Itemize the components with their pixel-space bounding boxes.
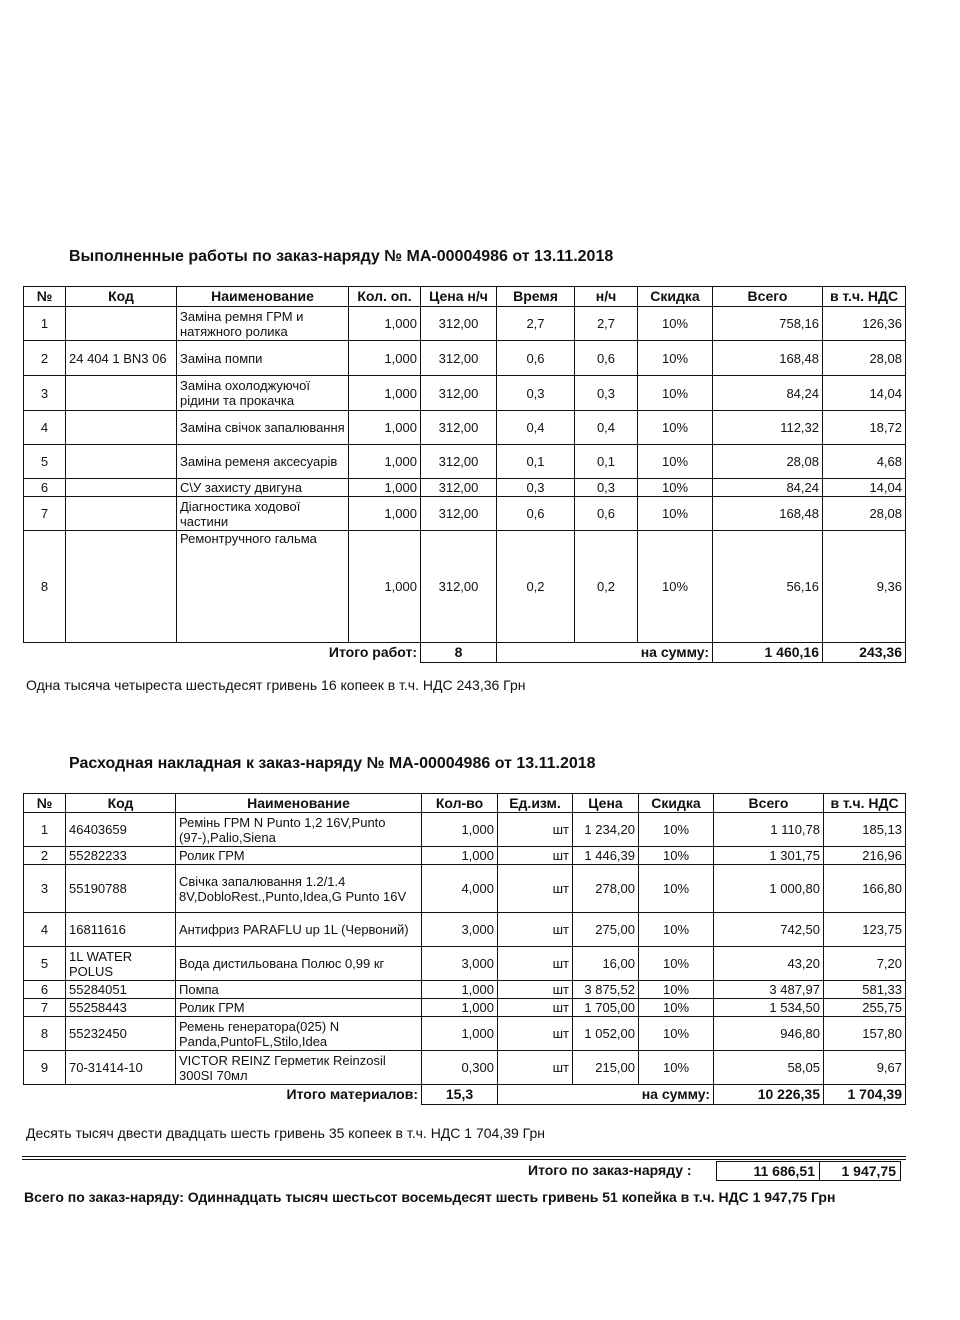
materials-header-row: [24, 794, 906, 813]
cell-n: 8: [24, 1017, 66, 1051]
cell-unit: шт: [498, 813, 573, 847]
materials-table: [23, 793, 906, 1105]
cell-vat: 581,33: [824, 981, 906, 999]
cell-name: С\У захисту двигуна: [177, 479, 349, 497]
table-row: [24, 497, 906, 531]
col-header: в т.ч. НДС: [823, 287, 906, 307]
table-row: [24, 1051, 906, 1085]
cell-unit: шт: [498, 1051, 573, 1085]
table-row: [24, 847, 906, 865]
cell-price: 278,00: [573, 865, 639, 913]
materials-total-sum: 10 226,35: [714, 1085, 824, 1105]
cell-total: 168,48: [713, 341, 823, 376]
cell-nh: 0,6: [575, 497, 638, 531]
col-header: Наименование: [176, 794, 422, 813]
grand-total-sum: 11 686,51: [716, 1161, 820, 1181]
cell-time: 0,3: [497, 376, 575, 411]
works-header-row: [24, 287, 906, 307]
cell-total: 84,24: [713, 479, 823, 497]
cell-vat: 14,04: [823, 479, 906, 497]
works-sum-in-words: Одна тысяча четыреста шестьдесят гривень 16 копеек в т.ч. НДС 243,36 Грн: [26, 677, 526, 693]
cell-disc: 10%: [639, 1017, 714, 1051]
table-row: [24, 411, 906, 445]
cell-disc: 10%: [639, 865, 714, 913]
cell-n: 5: [24, 947, 66, 981]
cell-nh: 0,6: [575, 341, 638, 376]
cell-qty: 1,000: [349, 531, 421, 643]
table-row: [24, 376, 906, 411]
cell-disc: 10%: [639, 999, 714, 1017]
cell-code: [66, 479, 177, 497]
cell-unit: шт: [498, 999, 573, 1017]
table-row: [24, 947, 906, 981]
cell-total: 56,16: [713, 531, 823, 643]
cell-n: 2: [24, 847, 66, 865]
cell-code: 16811616: [66, 913, 176, 947]
cell-price: 312,00: [421, 307, 497, 341]
cell-vat: 7,20: [824, 947, 906, 981]
cell-qty: 1,000: [349, 376, 421, 411]
works-sum-label: на сумму:: [497, 643, 713, 663]
cell-qty: 1,000: [349, 341, 421, 376]
cell-qty: 3,000: [422, 947, 498, 981]
works-total-row: [24, 643, 906, 663]
col-header: н/ч: [575, 287, 638, 307]
cell-qty: 1,000: [422, 813, 498, 847]
cell-name: Помпа: [176, 981, 422, 999]
cell-time: 0,3: [497, 479, 575, 497]
cell-n: 8: [24, 531, 66, 643]
cell-unit: шт: [498, 947, 573, 981]
col-header: Код: [66, 794, 176, 813]
col-header: Кол-во: [422, 794, 498, 813]
cell-qty: 1,000: [422, 847, 498, 865]
cell-code: 55258443: [66, 999, 176, 1017]
cell-price: 312,00: [421, 411, 497, 445]
cell-qty: 1,000: [349, 479, 421, 497]
cell-nh: 0,2: [575, 531, 638, 643]
cell-disc: 10%: [639, 813, 714, 847]
cell-code: 55232450: [66, 1017, 176, 1051]
table-row: [24, 813, 906, 847]
table-row: [24, 341, 906, 376]
cell-vat: 28,08: [823, 497, 906, 531]
divider-line: [22, 1156, 906, 1157]
cell-n: 3: [24, 376, 66, 411]
grand-total-in-words: Всего по заказ-наряду: Одиннадцать тысяч шестьсот восемьдесят шесть гривень 51 копейка в т.ч. НДС 1 947,75 Грн: [24, 1189, 836, 1205]
cell-unit: шт: [498, 981, 573, 999]
cell-qty: 1,000: [422, 981, 498, 999]
cell-n: 6: [24, 981, 66, 999]
cell-vat: 9,36: [823, 531, 906, 643]
cell-n: 1: [24, 813, 66, 847]
cell-price: 312,00: [421, 531, 497, 643]
cell-price: 275,00: [573, 913, 639, 947]
cell-price: 312,00: [421, 376, 497, 411]
cell-vat: 126,36: [823, 307, 906, 341]
cell-n: 1: [24, 307, 66, 341]
materials-total-count: 15,3: [422, 1085, 498, 1105]
cell-code: 55284051: [66, 981, 176, 999]
table-row: [24, 981, 906, 999]
cell-price: 312,00: [421, 497, 497, 531]
cell-vat: 18,72: [823, 411, 906, 445]
cell-code: [66, 497, 177, 531]
table-row: [24, 307, 906, 341]
cell-name: Ремонтручного гальма: [177, 531, 349, 643]
cell-code: 24 404 1 BN3 06: [66, 341, 177, 376]
cell-total: 58,05: [714, 1051, 824, 1085]
cell-unit: шт: [498, 1017, 573, 1051]
cell-time: 2,7: [497, 307, 575, 341]
cell-code: 55282233: [66, 847, 176, 865]
cell-total: 1 534,50: [714, 999, 824, 1017]
cell-price: 16,00: [573, 947, 639, 981]
cell-code: 55190788: [66, 865, 176, 913]
table-row: [24, 999, 906, 1017]
cell-total: 758,16: [713, 307, 823, 341]
table-row: [24, 913, 906, 947]
cell-n: 4: [24, 411, 66, 445]
cell-total: 112,32: [713, 411, 823, 445]
table-row: [24, 445, 906, 479]
cell-qty: 0,300: [422, 1051, 498, 1085]
cell-qty: 1,000: [422, 1017, 498, 1051]
cell-price: 215,00: [573, 1051, 639, 1085]
works-total-sum: 1 460,16: [713, 643, 823, 663]
works-title: Выполненные работы по заказ-наряду № МА-00004986 от 13.11.2018: [69, 248, 614, 265]
cell-unit: шт: [498, 913, 573, 947]
cell-n: 2: [24, 341, 66, 376]
cell-qty: 1,000: [349, 307, 421, 341]
cell-name: Заміна охолоджуючої рідини та прокачка: [177, 376, 349, 411]
cell-total: 43,20: [714, 947, 824, 981]
cell-code: [66, 307, 177, 341]
cell-time: 0,6: [497, 497, 575, 531]
materials-sum-label: на сумму:: [498, 1085, 714, 1105]
cell-name: VICTOR REINZ Герметик Reinzosil 300SI 70мл: [176, 1051, 422, 1085]
cell-disc: 10%: [639, 947, 714, 981]
cell-name: Антифриз PARAFLU up 1L (Червоний): [176, 913, 422, 947]
cell-total: 168,48: [713, 497, 823, 531]
works-total-label: Итого работ:: [328, 644, 417, 661]
cell-disc: 10%: [638, 341, 713, 376]
materials-total-vat: 1 704,39: [824, 1085, 906, 1105]
cell-vat: 185,13: [824, 813, 906, 847]
cell-total: 84,24: [713, 376, 823, 411]
cell-name: Заміна ременя аксесуарів: [177, 445, 349, 479]
cell-nh: 0,1: [575, 445, 638, 479]
col-header: в т.ч. НДС: [824, 794, 906, 813]
cell-disc: 10%: [639, 847, 714, 865]
col-header: Всего: [714, 794, 824, 813]
cell-nh: 0,3: [575, 376, 638, 411]
works-total-vat: 243,36: [823, 643, 906, 663]
cell-vat: 4,68: [823, 445, 906, 479]
cell-nh: 2,7: [575, 307, 638, 341]
cell-disc: 10%: [638, 445, 713, 479]
cell-price: 1 705,00: [573, 999, 639, 1017]
cell-qty: 1,000: [349, 445, 421, 479]
cell-time: 0,4: [497, 411, 575, 445]
cell-vat: 166,80: [824, 865, 906, 913]
cell-name: Ремінь ГРМ N Punto 1,2 16V,Punto (97-),Palio,Siena: [176, 813, 422, 847]
cell-code: 1L WATER POLUS: [66, 947, 176, 981]
col-header: Время: [497, 287, 575, 307]
materials-total-row: [24, 1085, 906, 1105]
cell-vat: 123,75: [824, 913, 906, 947]
materials-title: Расходная накладная к заказ-наряду № МА-00004986 от 13.11.2018: [69, 755, 596, 772]
cell-vat: 14,04: [823, 376, 906, 411]
col-header: №: [24, 794, 66, 813]
cell-code: [66, 531, 177, 643]
col-header: Всего: [713, 287, 823, 307]
table-row: [24, 1017, 906, 1051]
col-header: Наименование: [177, 287, 349, 307]
cell-n: 7: [24, 497, 66, 531]
col-header: №: [24, 287, 66, 307]
cell-time: 0,1: [497, 445, 575, 479]
cell-n: 7: [24, 999, 66, 1017]
cell-vat: 9,67: [824, 1051, 906, 1085]
materials-sum-in-words: Десять тысяч двести двадцать шесть гривень 35 копеек в т.ч. НДС 1 704,39 Грн: [26, 1125, 545, 1141]
cell-vat: 255,75: [824, 999, 906, 1017]
cell-qty: 4,000: [422, 865, 498, 913]
cell-time: 0,2: [497, 531, 575, 643]
cell-disc: 10%: [638, 531, 713, 643]
grand-total-vat: 1 947,75: [819, 1161, 901, 1181]
cell-unit: шт: [498, 847, 573, 865]
cell-code: [66, 445, 177, 479]
cell-nh: 0,3: [575, 479, 638, 497]
cell-vat: 157,80: [824, 1017, 906, 1051]
col-header: Скидка: [638, 287, 713, 307]
cell-qty: 1,000: [422, 999, 498, 1017]
cell-name: Заміна помпи: [177, 341, 349, 376]
cell-price: 1 446,39: [573, 847, 639, 865]
cell-disc: 10%: [638, 479, 713, 497]
cell-vat: 216,96: [824, 847, 906, 865]
cell-n: 5: [24, 445, 66, 479]
materials-total-label: Итого материалов:: [286, 1086, 418, 1103]
cell-name: Заміна ремня ГРМ и натяжного ролика: [177, 307, 349, 341]
cell-qty: 1,000: [349, 411, 421, 445]
cell-nh: 0,4: [575, 411, 638, 445]
cell-total: 742,50: [714, 913, 824, 947]
cell-code: [66, 411, 177, 445]
cell-disc: 10%: [638, 376, 713, 411]
cell-n: 4: [24, 913, 66, 947]
cell-disc: 10%: [639, 913, 714, 947]
table-row: [24, 865, 906, 913]
cell-disc: 10%: [639, 981, 714, 999]
cell-total: 1 000,80: [714, 865, 824, 913]
cell-price: 3 875,52: [573, 981, 639, 999]
cell-price: 312,00: [421, 445, 497, 479]
col-header: Кол. оп.: [349, 287, 421, 307]
col-header: Цена н/ч: [421, 287, 497, 307]
cell-qty: 3,000: [422, 913, 498, 947]
works-table: [23, 286, 906, 663]
col-header: Скидка: [639, 794, 714, 813]
cell-time: 0,6: [497, 341, 575, 376]
cell-n: 6: [24, 479, 66, 497]
works-total-count: 8: [421, 643, 497, 663]
cell-qty: 1,000: [349, 497, 421, 531]
table-row: [24, 479, 906, 497]
cell-total: 28,08: [713, 445, 823, 479]
cell-name: Вода дистильована Полюс 0,99 кг: [176, 947, 422, 981]
cell-name: Ролик ГРМ: [176, 847, 422, 865]
cell-code: [66, 376, 177, 411]
cell-name: Ремень генератора(025) N Panda,PuntoFL,Stilo,Idea: [176, 1017, 422, 1051]
cell-total: 3 487,97: [714, 981, 824, 999]
cell-price: 312,00: [421, 341, 497, 376]
col-header: Цена: [573, 794, 639, 813]
col-header: Код: [66, 287, 177, 307]
cell-price: 1 234,20: [573, 813, 639, 847]
grand-total-label: Итого по заказ-наряду :: [528, 1162, 692, 1178]
cell-disc: 10%: [638, 307, 713, 341]
cell-total: 1 110,78: [714, 813, 824, 847]
cell-total: 946,80: [714, 1017, 824, 1051]
cell-disc: 10%: [638, 411, 713, 445]
cell-unit: шт: [498, 865, 573, 913]
cell-n: 9: [24, 1051, 66, 1085]
cell-name: Свічка запалювання 1.2/1.4 8V,DobloRest.,Punto,Idea,G Punto 16V: [176, 865, 422, 913]
cell-price: 312,00: [421, 479, 497, 497]
cell-price: 1 052,00: [573, 1017, 639, 1051]
col-header: Ед.изм.: [498, 794, 573, 813]
cell-name: Ролик ГРМ: [176, 999, 422, 1017]
cell-n: 3: [24, 865, 66, 913]
cell-name: Діагностика ходової частини: [177, 497, 349, 531]
cell-disc: 10%: [638, 497, 713, 531]
cell-disc: 10%: [639, 1051, 714, 1085]
cell-code: 46403659: [66, 813, 176, 847]
divider-line: [22, 1159, 906, 1160]
cell-name: Заміна свічок запалювання: [177, 411, 349, 445]
cell-code: 70-31414-10: [66, 1051, 176, 1085]
cell-vat: 28,08: [823, 341, 906, 376]
cell-total: 1 301,75: [714, 847, 824, 865]
table-row: [24, 531, 906, 643]
